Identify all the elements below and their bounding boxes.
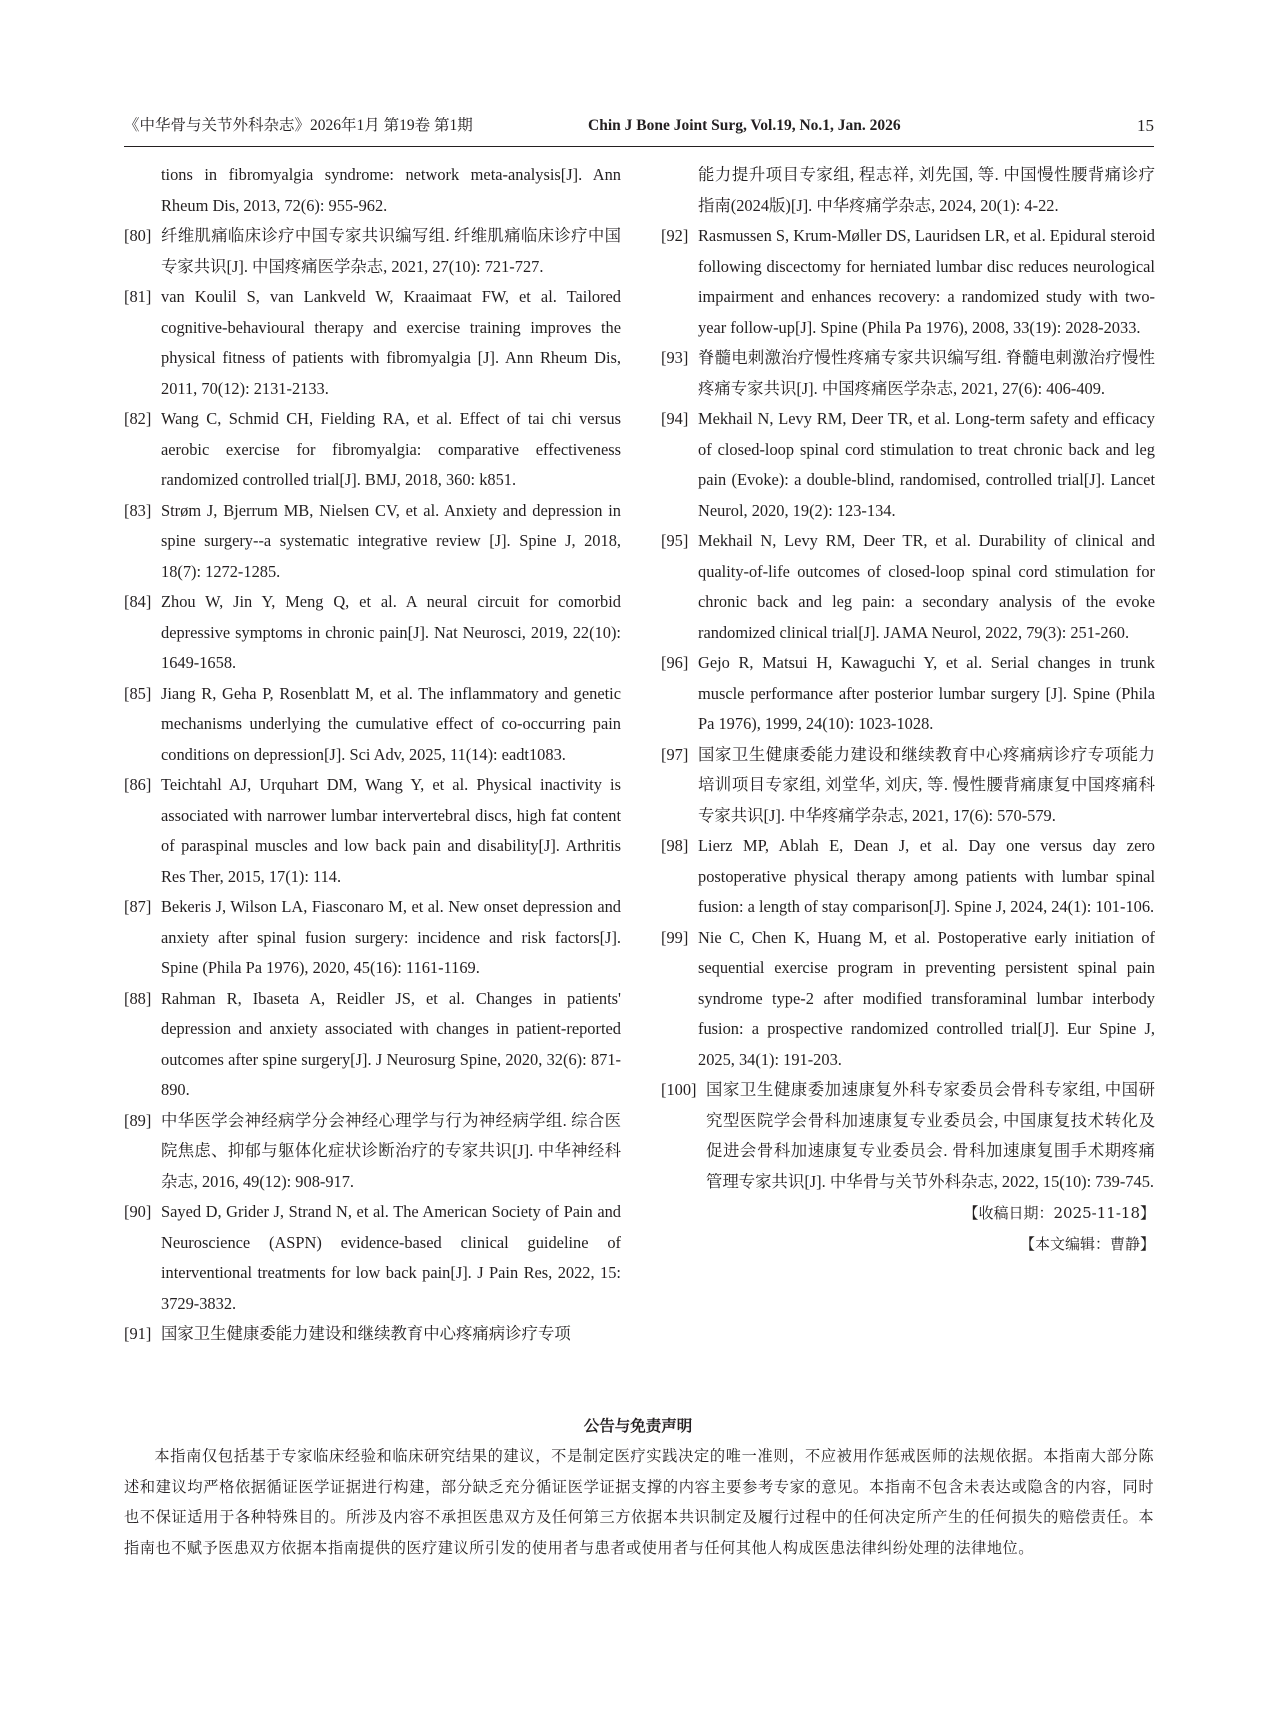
- reference-number: [84]: [124, 592, 152, 611]
- reference-text: Rahman R, Ibaseta A, Reidler JS, et al. Changes in patients' depression and anxiety associated with changes in patient-reported outcomes after spine surgery[J]. J Neurosurg Spine, 2020, 32(6): 871-890.: [161, 988, 621, 1099]
- reference-item: [124, 587, 621, 679]
- reference-item: [124, 1197, 621, 1319]
- reference-item: [661, 526, 1155, 648]
- reference-number: [81]: [124, 287, 152, 306]
- reference-number: [99]: [661, 927, 689, 947]
- page-number: 15: [1137, 116, 1154, 135]
- reference-text: Bekeris J, Wilson LA, Fiasconaro M, et al. New onset depression and anxiety after spinal fusion surgery: incidence and risk factors[J]. Spine (Phila Pa 1976), 2020, 45(16): 1161-1169.: [161, 897, 621, 977]
- reference-item: [124, 984, 621, 1106]
- reference-number: [80]: [124, 226, 152, 245]
- journal-title-en: Chin J Bone Joint Surg, Vol.19, No.1, Jan. 2026: [588, 117, 901, 134]
- reference-text: Wang C, Schmid CH, Fielding RA, et al. Effect of tai chi versus aerobic exercise for fibromyalgia: comparative effectiveness randomized controlled trial[J]. BMJ, 2018, 360: k851.: [161, 409, 621, 489]
- reference-number: [95]: [661, 531, 689, 550]
- reference-text: Strøm J, Bjerrum MB, Nielsen CV, et al. Anxiety and depression in spine surgery--a systematic integrative review [J]. Spine J, 2018, 18(7): 1272-1285.: [161, 500, 621, 581]
- running-header: [124, 114, 1154, 138]
- reference-number: [85]: [124, 683, 152, 703]
- reference-text: Jiang R, Geha P, Rosenblatt M, et al. The inflammatory and genetic mechanisms underlying the cumulative effect of co-occurring pain conditions on depression[J]. Sci Adv, 2025, 11(14): eadt1083.: [161, 683, 621, 764]
- reference-number: [88]: [124, 988, 152, 1008]
- reference-item: [124, 404, 621, 496]
- reference-item: [124, 892, 621, 984]
- reference-item: [661, 648, 1155, 740]
- reference-item: [124, 221, 621, 282]
- reference-text: 国家卫生健康委能力建设和继续教育中心疼痛病诊疗专项能力培训项目专家组, 刘堂华, 刘庆, 等. 慢性腰背痛康复中国疼痛科专家共识[J]. 中华疼痛学杂志, 2021, 17(6): 570-579.: [698, 744, 1155, 825]
- reference-text: 纤维肌痛临床诊疗中国专家共识编写组. 纤维肌痛临床诊疗中国专家共识[J]. 中国疼痛医学杂志, 2021, 27(10): 721-727.: [161, 226, 621, 276]
- reference-item: [124, 1106, 621, 1198]
- reference-item: [661, 831, 1155, 923]
- notice-body: 本指南仅包括基于专家临床经验和临床研究结果的建议，不是制定医疗实践决定的唯一准则，不应被用作惩戒医师的法规依据。本指南大部分陈述和建议均严格依据循证医学证据进行构建，部分缺乏充分循证医学证据支撑的内容主要参考专家的意见。本指南不包含未表达或隐含的内容，同时也不保证适用于各种特殊目的。所涉及内容不承担医患双方及任何第三方依据本共识制定及履行过程中的任何决定所产生的任何损失的赔偿责任。本指南也不赋予医患双方依据本指南提供的医疗建议所引发的使用者与患者或使用者与任何其他人构成医患法律纠纷处理的法律地位。: [124, 1447, 1154, 1557]
- received-date: 【收稿日期：2025-11-18】: [963, 1204, 1155, 1222]
- reference-text: Teichtahl AJ, Urquhart DM, Wang Y, et al. Physical inactivity is associated with narrower lumbar intervertebral discs, high fat content of paraspinal muscles and low back pain and disability[J]. Arthritis Res Ther, 2015, 17(1): 114.: [161, 775, 621, 886]
- reference-number: [91]: [124, 1324, 152, 1343]
- reference-text: Rasmussen S, Krum-Møller DS, Lauridsen LR, et al. Epidural steroid following discectomy for herniated lumbar disc reduces neurological impairment and enhances recovery: a randomized study with two-year follow-up[J]. Spine (Phila Pa 1976), 2008, 33(19): 2028-2033.: [698, 226, 1155, 337]
- reference-item: [661, 160, 1155, 221]
- reference-item: [661, 1075, 1155, 1197]
- reference-column-left: [124, 160, 621, 1350]
- reference-number: [87]: [124, 897, 152, 916]
- reference-number: [82]: [124, 409, 152, 428]
- notice-title: 公告与免责声明: [583, 1417, 693, 1435]
- reference-item: [124, 679, 621, 771]
- reference-text: Zhou W, Jin Y, Meng Q, et al. A neural circuit for comorbid depressive symptoms in chronic pain[J]. Nat Neurosci, 2019, 22(10): 1649-1658.: [161, 592, 621, 672]
- reference-item: [661, 740, 1155, 832]
- reference-number: [98]: [661, 836, 689, 855]
- reference-number: [83]: [124, 500, 152, 520]
- reference-text: 中华医学会神经病学分会神经心理学与行为神经病学组. 综合医院焦虑、抑郁与躯体化症状诊断治疗的专家共识[J]. 中华神经科杂志, 2016, 49(12): 908-917.: [161, 1110, 621, 1191]
- reference-item: [124, 282, 621, 404]
- reference-text: 国家卫生健康委能力建设和继续教育中心疼痛病诊疗专项: [161, 1324, 571, 1343]
- reference-text: Mekhail N, Levy RM, Deer TR, et al. Durability of clinical and quality-of-life outcomes of closed-loop spinal cord stimulation for chronic back and leg pain: a secondary analysis of the evoke randomized clinical trial[J]. JAMA Neurol, 2022, 79(3): 251-260.: [698, 531, 1155, 642]
- reference-number: [96]: [661, 653, 689, 672]
- reference-item: [124, 770, 621, 892]
- reference-text: Gejo R, Matsui H, Kawaguchi Y, et al. Serial changes in trunk muscle performance after posterior lumbar surgery [J]. Spine (Phila Pa 1976), 1999, 24(10): 1023-1028.: [698, 653, 1155, 733]
- reference-text: 能力提升项目专家组, 程志祥, 刘先国, 等. 中国慢性腰背痛诊疗指南(2024版)[J]. 中华疼痛学杂志, 2024, 20(1): 4-22.: [698, 165, 1155, 215]
- reference-text: 国家卫生健康委加速康复外科专家委员会骨科专家组, 中国研究型医院学会骨科加速康复专业委员会, 中国康复技术转化及促进会骨科加速康复专业委员会. 骨科加速康复围手术期疼痛管理专家共识[J]. 中华骨与关节外科杂志, 2022, 15(10): 739-745.: [706, 1080, 1155, 1191]
- reference-text: van Koulil S, van Lankveld W, Kraaimaat FW, et al. Tailored cognitive-behavioural therapy and exercise training improves the physical fitness of patients with fibromyalgia [J]. Ann Rheum Dis, 2011, 70(12): 2131-2133.: [161, 287, 621, 398]
- reference-number: [94]: [661, 409, 689, 428]
- reference-item: [661, 343, 1155, 404]
- reference-text: 脊髓电刺激治疗慢性疼痛专家共识编写组. 脊髓电刺激治疗慢性疼痛专家共识[J]. 中国疼痛医学杂志, 2021, 27(6): 406-409.: [698, 348, 1155, 398]
- reference-text: Nie C, Chen K, Huang M, et al. Postoperative early initiation of sequential exercise program in preventing persistent spinal pain syndrome type-2 after modified transforaminal lumbar interbody fusion: a prospective randomized controlled trial[J]. Eur Spine J, 2025, 34(1): 191-203.: [698, 927, 1155, 1069]
- reference-number: [89]: [124, 1110, 152, 1130]
- header-rule: [124, 146, 1154, 147]
- reference-number: [92]: [661, 226, 689, 245]
- reference-item: [124, 160, 621, 221]
- reference-item: [661, 221, 1155, 343]
- reference-number: [93]: [661, 348, 689, 367]
- reference-text: Sayed D, Grider J, Strand N, et al. The American Society of Pain and Neuroscience (ASPN) evidence-based clinical guideline of interventional treatments for low back pain[J]. J Pain Res, 2022, 15: 3729-3832.: [161, 1202, 621, 1313]
- reference-column-right: [661, 160, 1155, 1259]
- reference-number: [86]: [124, 775, 152, 794]
- reference-number: [100]: [661, 1080, 697, 1099]
- reference-item: [124, 1319, 621, 1350]
- reference-item: [661, 923, 1155, 1076]
- reference-item: [661, 404, 1155, 526]
- editor-credit: 【本文编辑：曹静】: [1019, 1235, 1155, 1253]
- reference-text: Mekhail N, Levy RM, Deer TR, et al. Long-term safety and efficacy of closed-loop spinal cord stimulation to treat chronic back and leg pain (Evoke): a double-blind, randomised, controlled trial[J]. Lancet Neurol, 2020, 19(2): 123-134.: [698, 409, 1155, 520]
- reference-item: [124, 496, 621, 588]
- reference-text: tions in fibromyalgia syndrome: network meta-analysis[J]. Ann Rheum Dis, 2013, 72(6): 955-962.: [161, 165, 621, 215]
- reference-number: [97]: [661, 744, 689, 764]
- reference-text: Lierz MP, Ablah E, Dean J, et al. Day one versus day zero postoperative physical therapy among patients with lumbar spinal fusion: a length of stay comparison[J]. Spine J, 2024, 24(1): 101-106.: [698, 836, 1155, 916]
- journal-title-cn: 《中华骨与关节外科杂志》2026年1月 第19卷 第1期: [124, 117, 473, 134]
- reference-number: [90]: [124, 1202, 152, 1221]
